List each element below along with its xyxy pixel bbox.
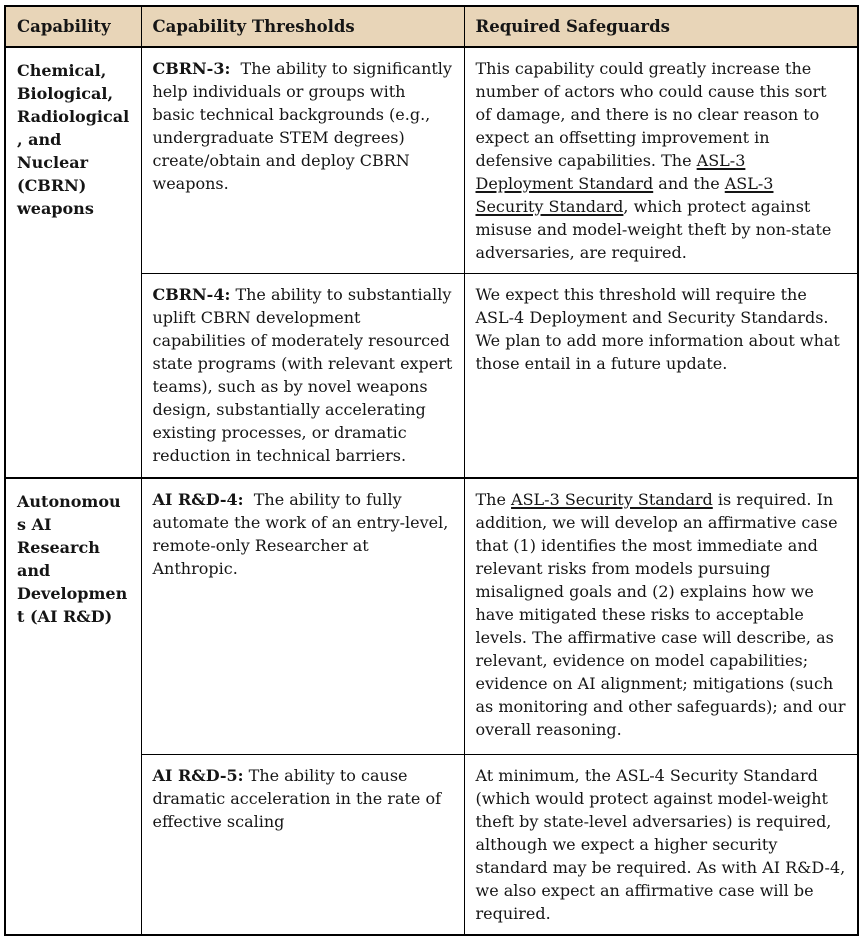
text-segment: and the — [653, 174, 725, 193]
threshold-label: AI R&D-4: — [152, 489, 244, 509]
threshold-cell-ai-rd-4 — [141, 478, 464, 755]
safeguards-cell-cbrn-4 — [464, 274, 858, 478]
inline-link[interactable]: ASL-3 Deployment Standard — [475, 151, 746, 193]
safeguards-cell-ai-rd-5 — [464, 755, 858, 936]
inline-link[interactable]: ASL-3 Security Standard — [475, 174, 774, 216]
threshold-cell-cbrn-3 — [141, 47, 464, 274]
capability-cell-ai-rd: Autonomous AI Research and Development (AI R&D) — [5, 478, 141, 936]
threshold-label: AI R&D-5: — [152, 766, 244, 785]
threshold-text: The ability to substantially uplift CBRN development capabilities of moderately resourced state programs (with relevant expert teams), such as by novel weapons design, substantially accelerating existing processes, or dramatic reduction in technical barriers. — [152, 285, 453, 465]
inline-link[interactable]: ASL-3 Security Standard — [511, 489, 713, 509]
table-row-ai-rd-4 — [5, 478, 858, 755]
column-header-required-safeguards: Required Safeguards — [464, 6, 858, 47]
text-segment: This capability could greatly increase the number of actors who could cause this sort of damage, and there is no clear reason to expect an offsetting improvement in defensive capabilities. The — [475, 59, 827, 170]
safeguards-cell-cbrn-3 — [464, 47, 858, 274]
threshold-label: CBRN-3: — [152, 59, 231, 78]
safeguards-cell-ai-rd-4 — [464, 478, 858, 755]
threshold-cell-ai-rd-5 — [141, 755, 464, 936]
threshold-text: The ability to fully automate the work of an entry-level, remote-only Researcher at Anthropic. — [152, 489, 449, 578]
text-segment: , which protect against misuse and model-weight theft by non-state adversaries, are required. — [475, 197, 832, 262]
table-row-cbrn-3 — [5, 47, 858, 274]
column-header-capability: Capability — [5, 6, 141, 47]
text-segment: The — [475, 489, 512, 509]
text-segment: is required. In addition, we will develop an affirmative case that (1) identifies the most immediate and relevant risks from models pursuing misaligned goals and (2) explains how we have mitigated these risks to acceptable levels. The affirmative case will describe, as relevant, evidence on model capabilities; evidence on AI alignment; mitigations (such as monitoring and other safeguards); and our overall reasoning. — [475, 489, 846, 739]
threshold-label: CBRN-4: — [152, 285, 231, 304]
threshold-text: The ability to cause dramatic acceleration in the rate of effective scaling — [152, 766, 442, 831]
column-header-capability-thresholds: Capability Thresholds — [141, 6, 464, 47]
threshold-text: The ability to significantly help individuals or groups with basic technical backgrounds (e.g., undergraduate STEM degrees) create/obtain and deploy CBRN weapons. — [152, 59, 452, 193]
header-row — [5, 6, 858, 47]
text-segment: At minimum, the ASL-4 Security Standard (which would protect against model-weight theft by state-level adversaries) is required, although we expect a higher security standard may be required. As with AI R&D-4, we also expect an affirmative case will be required. — [475, 766, 846, 923]
asl-capability-table — [4, 5, 859, 936]
capability-cell-cbrn: Chemical, Biological, Radiological, and Nuclear (CBRN) weapons — [5, 47, 141, 478]
threshold-cell-cbrn-4 — [141, 274, 464, 478]
text-segment: We expect this threshold will require the ASL-4 Deployment and Security Standards. We plan to add more information about what those entail in a future update. — [475, 285, 840, 373]
